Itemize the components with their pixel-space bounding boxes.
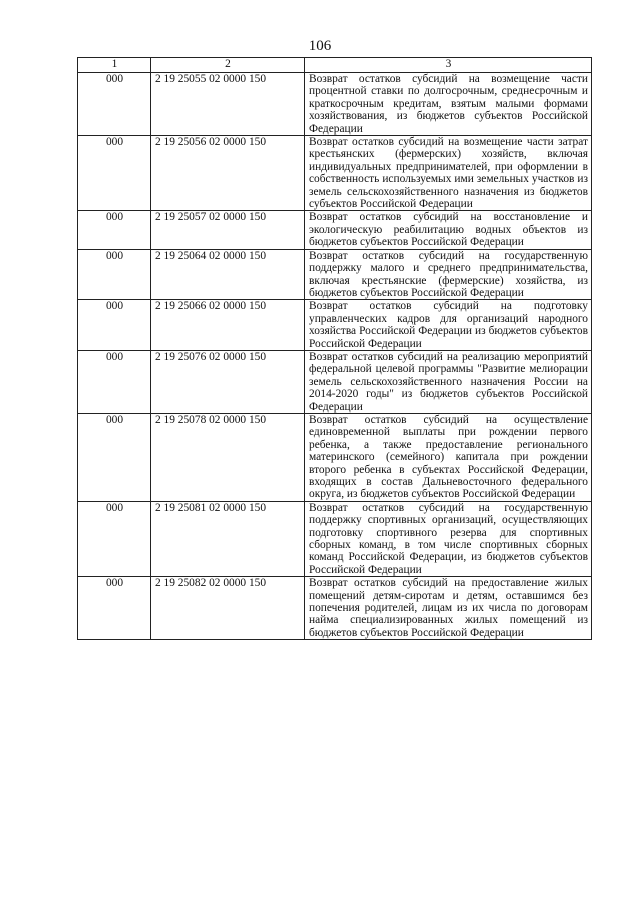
description-cell: Возврат остатков субсидий на возмещение части процентной ставки по долгосрочным, среднесрочным и краткосрочным кредитам, взятым малыми формами хозяйствования, из бюджетов субъектов Российской Федерации [305,73,592,136]
admin-code-cell: 000 [78,501,151,576]
budget-code-cell: 2 19 25081 02 0000 150 [151,501,305,576]
table-row [78,136,592,211]
description-cell: Возврат остатков субсидий на осуществление единовременной выплаты при рождении первого ребенка, а также предоставление регионального материнского (семейного) капитала при рождении второго ребенка в субъектах Российской Федерации, входящих в состав Дальневосточного федерального округа, из бюджетов субъектов Российской Федерации [305,413,592,501]
budget-code-cell: 2 19 25066 02 0000 150 [151,300,305,351]
admin-code-cell: 000 [78,300,151,351]
description-cell: Возврат остатков субсидий на подготовку управленческих кадров для организаций народного хозяйства Российской Федерации из бюджетов субъектов Российской Федерации [305,300,592,351]
table-row [78,300,592,351]
page-number: 106 [308,38,332,54]
budget-code-cell: 2 19 25076 02 0000 150 [151,350,305,413]
admin-code-cell: 000 [78,577,151,640]
table-row [78,73,592,136]
admin-code-cell: 000 [78,413,151,501]
description-cell: Возврат остатков субсидий на государственную поддержку спортивных организаций, осуществляющих подготовку спортивного резерва для спортивных сборных команд, в том числе спортивных сборных команд Российской Федерации, из бюджетов субъектов Российской Федерации [305,501,592,576]
budget-classification-table [77,57,592,640]
admin-code-cell: 000 [78,136,151,211]
budget-code-cell: 2 19 25056 02 0000 150 [151,136,305,211]
table-header-row [78,58,592,73]
column-header-1: 1 [78,58,151,73]
admin-code-cell: 000 [78,211,151,249]
budget-code-cell: 2 19 25055 02 0000 150 [151,73,305,136]
budget-code-cell: 2 19 25064 02 0000 150 [151,249,305,300]
column-header-3: 3 [305,58,592,73]
description-cell: Возврат остатков субсидий на восстановление и экологическую реабилитацию водных объектов из бюджетов субъектов Российской Федерации [305,211,592,249]
description-cell: Возврат остатков субсидий на государственную поддержку малого и среднего предпринимательства, включая крестьянские (фермерские) хозяйства, из бюджетов субъектов Российской Федерации [305,249,592,300]
admin-code-cell: 000 [78,350,151,413]
budget-code-cell: 2 19 25078 02 0000 150 [151,413,305,501]
table-row [78,211,592,249]
table-row [78,249,592,300]
table-row [78,501,592,576]
description-cell: Возврат остатков субсидий на предоставление жилых помещений детям-сиротам и детям, оставшимся без попечения родителей, лицам из их числа по договорам найма специализированных жилых помещений из бюджетов субъектов Российской Федерации [305,577,592,640]
admin-code-cell: 000 [78,73,151,136]
budget-code-cell: 2 19 25082 02 0000 150 [151,577,305,640]
description-cell: Возврат остатков субсидий на реализацию мероприятий федеральной целевой программы "Развитие мелиорации земель сельскохозяйственного назначения России на 2014-2020 годы" из бюджетов субъектов Российской Федерации [305,350,592,413]
table-row [78,350,592,413]
description-cell: Возврат остатков субсидий на возмещение части затрат крестьянских (фермерских) хозяйств, включая индивидуальных предпринимателей, при оформлении в собственность используемых ими земельных участков из земель сельскохозяйственного назначения из бюджетов субъектов Российской Федерации [305,136,592,211]
table-row [78,577,592,640]
admin-code-cell: 000 [78,249,151,300]
table-row [78,413,592,501]
column-header-2: 2 [151,58,305,73]
budget-code-cell: 2 19 25057 02 0000 150 [151,211,305,249]
